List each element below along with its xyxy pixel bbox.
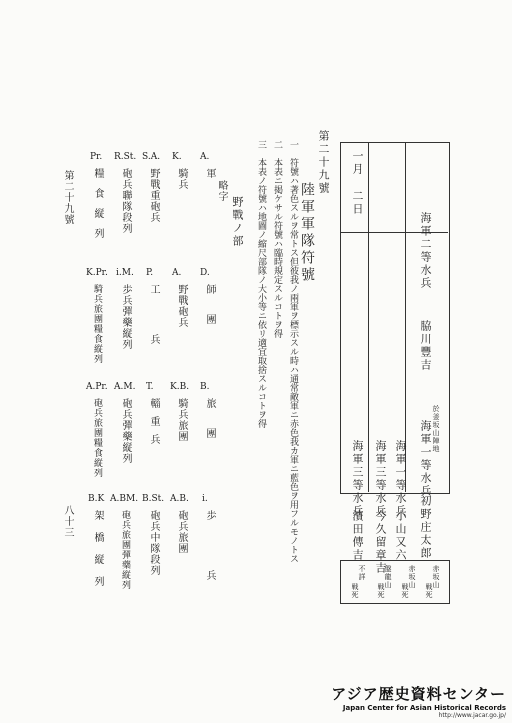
abbr-ABM: A.BM. [110, 494, 139, 504]
abbr-iM: i.M. [116, 268, 134, 278]
label-RSt: 砲兵聯隊段列 [120, 168, 131, 234]
roster-top-rank: 海軍二等水兵 [419, 212, 432, 290]
label-T: 輜重兵 [148, 398, 159, 452]
roster-footer-mark-3: 戦死 [377, 583, 385, 599]
abbr-T: T. [146, 382, 154, 392]
label-K: 騎兵 [176, 168, 187, 190]
abbr-D: D. [200, 268, 210, 278]
abbr-BK: B.K [88, 494, 105, 504]
paragraph-1: 一 符號ハ著色スルヲ常トス但彼我ノ兩軍ヲ標示スル時ハ通常敵軍ニ赤色我カ軍ニ藍色ヲ用フルモノトス [288, 140, 298, 563]
roster-row-1-name: 初野庄太郎 [419, 495, 432, 560]
roster-row-2-rank: 海軍一等水兵 [394, 440, 407, 518]
label-AM: 砲兵彈藥縦列 [120, 398, 131, 464]
doc-number: 第二十九號 [317, 130, 330, 195]
label-BK: 架橋縦列 [92, 510, 103, 598]
roster-footer-note-3: 盤龍山 [384, 565, 392, 589]
roster-row-2-name: 小山又六 [394, 510, 407, 562]
abbr-AM: A.M. [114, 382, 136, 392]
paragraph-3: 三 本表ノ符號ハ地圖ノ縮尺部隊ノ大小等ニ依リ適宜取捨スルコトヲ得 [256, 140, 266, 428]
label-SA: 野戰重砲兵 [148, 168, 159, 223]
label-D: 師團 [204, 284, 215, 344]
roster-footer-note-2: 赤坂山 [408, 565, 416, 589]
label-B: 旅團 [204, 398, 215, 458]
logo-title: アジア歴史資料センター [331, 685, 506, 703]
label-AB: 砲兵旅團 [176, 510, 187, 554]
label-P: 工兵 [148, 284, 159, 384]
roster-footer-mark-2: 戦死 [401, 583, 409, 599]
abbr-SA: S.A. [142, 152, 161, 162]
label-Pr: 糧食縦列 [92, 168, 103, 248]
roster-footer-note-1: 赤坂山 [432, 565, 440, 589]
abbr-A2: A. [172, 268, 182, 278]
roster-row-1-rank: 海軍一等水兵 [419, 420, 432, 498]
doc-title: 陸軍軍隊符號 [299, 182, 315, 284]
abbr-K: K. [172, 152, 182, 162]
label-KB: 騎兵旅團 [176, 398, 187, 442]
label-A2: 野戰砲兵 [176, 284, 187, 328]
abbr-P: P. [146, 268, 154, 278]
roster-row-4-rank: 海軍三等水兵 [351, 440, 364, 518]
abbr-B: B. [200, 382, 210, 392]
label-BSt: 砲兵中隊段列 [148, 510, 159, 576]
roster-divider-v1 [368, 142, 369, 492]
roster-date-month: 一月 [351, 150, 364, 176]
roster-row-3-rank: 海軍三等水兵 [374, 440, 387, 518]
paragraph-2: 二 本表ニ掲ケサル符號ハ臨時規定スルコトヲ得 [272, 140, 282, 338]
abbr-APr: A.Pr. [86, 382, 108, 392]
jacar-logo [331, 683, 506, 719]
label-A: 軍 [204, 168, 215, 179]
label-KPr: 騎兵旅團糧食縦列 [92, 284, 102, 364]
section-title: 野戰ノ部 [231, 196, 244, 248]
roster-top-name: 脇川豐吉 [419, 320, 432, 372]
roster-date-day: 二日 [351, 190, 364, 216]
abbr-KB: K.B. [170, 382, 190, 392]
roster-footer-mark-1: 戦死 [425, 583, 433, 599]
roster-row-4-name: 濱田傳吉 [351, 510, 364, 562]
label-i: 歩兵 [204, 510, 215, 630]
label-ABM: 砲兵旅團彈藥縦列 [120, 510, 130, 590]
abbreviation-header: 略字 [216, 180, 227, 202]
abbr-Pr: Pr. [90, 152, 103, 162]
page-number: 八十三 [62, 505, 73, 538]
label-APr: 砲兵旅團糧食縦列 [92, 398, 102, 478]
roster-footer-mark-4: 戦死 [351, 583, 359, 599]
logo-english: Japan Center for Asian Historical Records [342, 704, 506, 712]
roster-footer-note-4: 不詳 [358, 565, 366, 581]
roster-row-3-name: 今久留章吉 [374, 510, 387, 575]
roster-top-note: 於釜坂山陣地 [432, 405, 440, 453]
logo-url: http://www.jacar.go.jp/ [438, 712, 506, 719]
abbr-RSt: R.St. [114, 152, 137, 162]
abbr-KPr: K.Pr. [86, 268, 108, 278]
side-label: 第二十九號 [62, 170, 73, 225]
abbr-AB: A.B. [170, 494, 189, 504]
abbr-i: i. [202, 494, 208, 504]
abbr-BSt: B.St. [142, 494, 165, 504]
label-iM: 歩兵彈藥縦列 [120, 284, 131, 350]
abbr-A: A. [200, 152, 210, 162]
